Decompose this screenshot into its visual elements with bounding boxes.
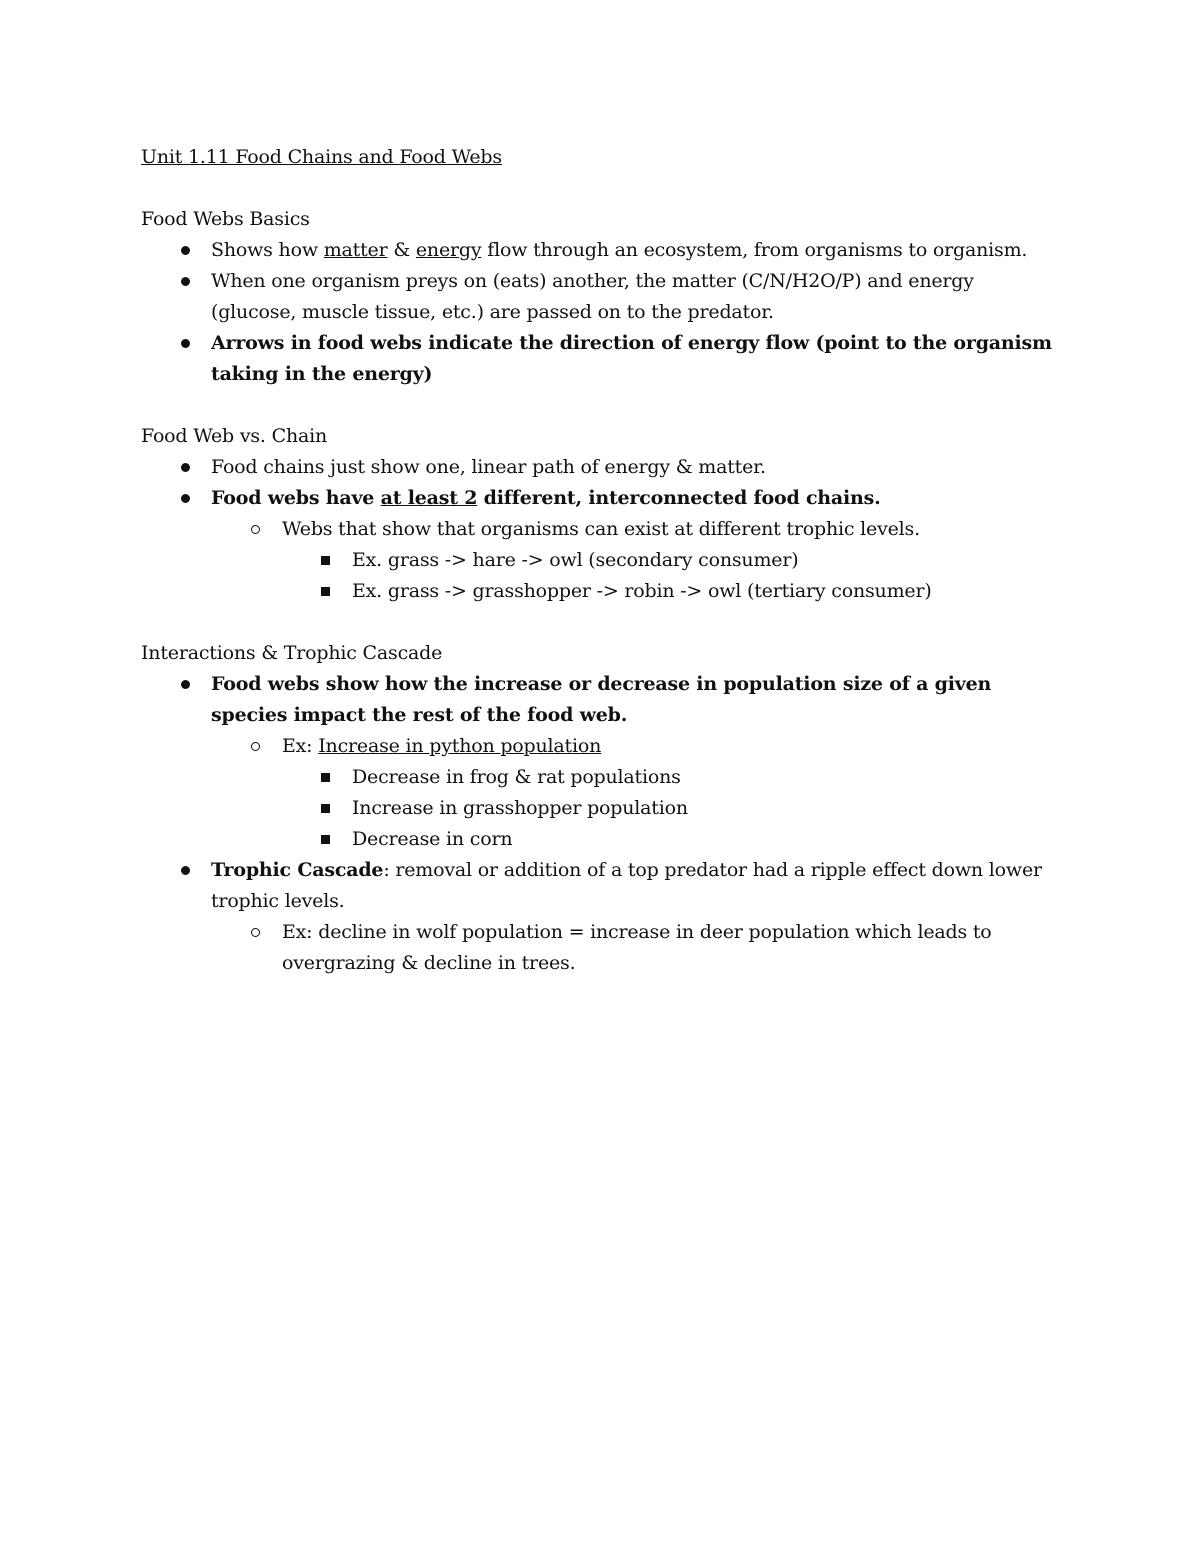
text-run: & [387,239,416,261]
spacer [141,607,1061,638]
text-run: flow through an ecosystem, from organisms to organism. [481,239,1028,261]
bullet-circle-icon [251,928,260,937]
bullet-circle-icon [251,742,260,751]
spacer [141,173,1061,204]
interactions-list [141,669,1061,979]
text-run-underlined: Increase in python population [318,735,602,757]
document-content [141,142,1061,979]
list-item [141,576,1061,607]
bullet-square-icon [321,587,330,596]
list-item-text: Arrows in food webs indicate the direction of energy flow (point to the organism taking in the energy) [211,332,1052,385]
bullet-disc-icon [181,866,190,875]
text-run: Food webs have [211,487,381,509]
bullet-disc-icon [181,246,190,255]
list-item [141,483,1061,514]
list-item [141,328,1061,390]
list-item [141,266,1061,328]
bullet-disc-icon [181,680,190,689]
list-item [141,762,1061,793]
bullet-square-icon [321,556,330,565]
text-run-underlined: at least 2 [380,487,478,509]
text-run: Ex: [282,735,319,757]
bullet-disc-icon [181,339,190,348]
list-item [141,235,1061,266]
section-heading-food-webs-basics: Food Webs Basics [141,208,310,230]
list-item-text: Food webs show how the increase or decrease in population size of a given species impact the rest of the food web. [211,673,992,726]
list-item [141,824,1061,855]
bullet-disc-icon [181,277,190,286]
text-run-underlined: matter [323,239,388,261]
text-run: : removal or addition of a top predator had a ripple effect down lower trophic levels. [211,859,1042,912]
list-item-text: Decrease in corn [352,828,513,850]
list-item [141,669,1061,731]
list-item [141,855,1061,917]
list-item-text: Webs that show that organisms can exist at different trophic levels. [282,518,920,540]
text-run: different, interconnected food chains. [477,487,881,509]
bullet-square-icon [321,835,330,844]
bullet-disc-icon [181,494,190,503]
bullet-square-icon [321,773,330,782]
text-run: Shows how [211,239,324,261]
list-item-text: Ex. grass -> grasshopper -> robin -> owl (tertiary consumer) [352,580,932,602]
list-item [141,452,1061,483]
text-run-bold: Trophic Cascade [211,859,384,881]
list-item [141,514,1061,545]
list-item-text: Increase in grasshopper population [352,797,688,819]
list-item-text: Decrease in frog & rat populations [352,766,681,788]
text-run-underlined: energy [415,239,482,261]
section-heading-food-web-vs-chain: Food Web vs. Chain [141,425,328,447]
bullet-disc-icon [181,463,190,472]
bullet-circle-icon [251,525,260,534]
spacer [141,390,1061,421]
list-item-text: When one organism preys on (eats) another, the matter (C/N/H2O/P) and energy (glucose, muscle tissue, etc.) are passed on to the predator. [211,270,974,323]
list-item [141,917,1061,979]
list-item [141,793,1061,824]
food-web-vs-chain-list [141,452,1061,607]
section-heading-interactions: Interactions & Trophic Cascade [141,642,443,664]
food-webs-basics-list [141,235,1061,390]
bullet-square-icon [321,804,330,813]
list-item-text: Ex: decline in wolf population = increase in deer population which leads to overgrazing & decline in trees. [282,921,992,974]
list-item-text: Ex. grass -> hare -> owl (secondary consumer) [352,549,799,571]
list-item-text: Food chains just show one, linear path of energy & matter. [211,456,766,478]
list-item [141,545,1061,576]
list-item [141,731,1061,762]
document-title: Unit 1.11 Food Chains and Food Webs [141,146,502,168]
